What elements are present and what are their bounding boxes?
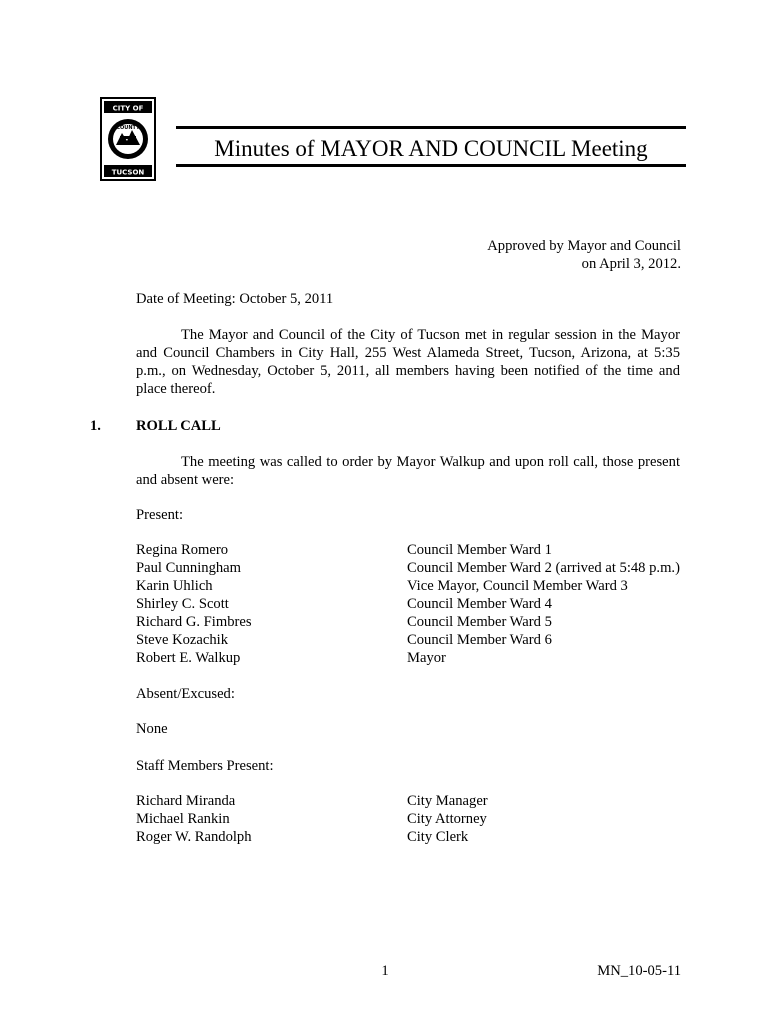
list-item (136, 792, 736, 810)
list-item (136, 631, 736, 649)
absent-label: Absent/Excused: (136, 686, 235, 702)
approval-line-1: Approved by Mayor and Council (487, 238, 681, 254)
member-role: Mayor (407, 650, 446, 666)
list-item (136, 810, 736, 828)
list-item (136, 559, 736, 577)
call-to-order-paragraph (136, 453, 680, 489)
meeting-date: Date of Meeting: October 5, 2011 (136, 291, 334, 307)
member-name: Regina Romero (136, 542, 229, 558)
member-role: Council Member Ward 6 (407, 632, 552, 648)
document-code: MN_10-05-11 (597, 963, 681, 979)
seal-bottom-text: TUCSON (111, 168, 145, 177)
staff-name: Richard Miranda (136, 793, 236, 809)
page-number: 1 (381, 963, 389, 979)
staff-members-list (136, 792, 736, 846)
list-item (136, 577, 736, 595)
member-name: Paul Cunningham (136, 560, 241, 576)
staff-name: Roger W. Randolph (136, 829, 252, 845)
list-item (136, 613, 736, 631)
staff-name: Michael Rankin (136, 811, 230, 827)
member-role: Council Member Ward 5 (407, 614, 552, 630)
seal-center-text: COUNTY (116, 125, 140, 131)
member-name: Steve Kozachik (136, 632, 228, 648)
intro-paragraph (136, 326, 680, 398)
absent-value: None (136, 721, 168, 737)
staff-role: City Clerk (407, 829, 469, 845)
header-rule-bottom (176, 164, 686, 167)
staff-role: City Manager (407, 793, 488, 809)
intro-text: The Mayor and Council of the City of Tucson met in regular session in the Mayor and Council Chambers in City Hall, 255 West Alameda Street, Tucson, Arizona, at 5:35 p.m., on Wednesday, October 5, 2011, all members having been notified of the time and place thereof. (136, 327, 680, 397)
list-item (136, 541, 736, 559)
call-to-order-text: The meeting was called to order by Mayor Walkup and upon roll call, those present and absent were: (136, 454, 680, 488)
member-role: Council Member Ward 2 (arrived at 5:48 p.m.) (407, 560, 680, 576)
list-item (136, 649, 736, 667)
page-title: Minutes of MAYOR AND COUNCIL Meeting (214, 136, 648, 161)
member-name: Robert E. Walkup (136, 650, 241, 666)
section-number: 1. (90, 418, 101, 434)
member-name: Shirley C. Scott (136, 596, 229, 612)
present-members-list (136, 541, 736, 667)
approval-note (487, 237, 681, 273)
seal-icon (100, 97, 156, 181)
list-item (136, 595, 736, 613)
member-name: Karin Uhlich (136, 578, 213, 594)
member-name: Richard G. Fimbres (136, 614, 252, 630)
staff-role: City Attorney (407, 811, 487, 827)
approval-line-2: on April 3, 2012. (581, 256, 681, 272)
member-role: Vice Mayor, Council Member Ward 3 (407, 578, 628, 594)
section-heading: ROLL CALL (136, 418, 221, 434)
staff-label: Staff Members Present: (136, 758, 274, 774)
header-rule-top (176, 126, 686, 129)
member-role: Council Member Ward 1 (407, 542, 552, 558)
member-role: Council Member Ward 4 (407, 596, 552, 612)
city-seal-logo (100, 97, 156, 181)
present-label: Present: (136, 507, 184, 523)
seal-top-text: CITY OF (112, 104, 144, 113)
list-item (136, 828, 736, 846)
